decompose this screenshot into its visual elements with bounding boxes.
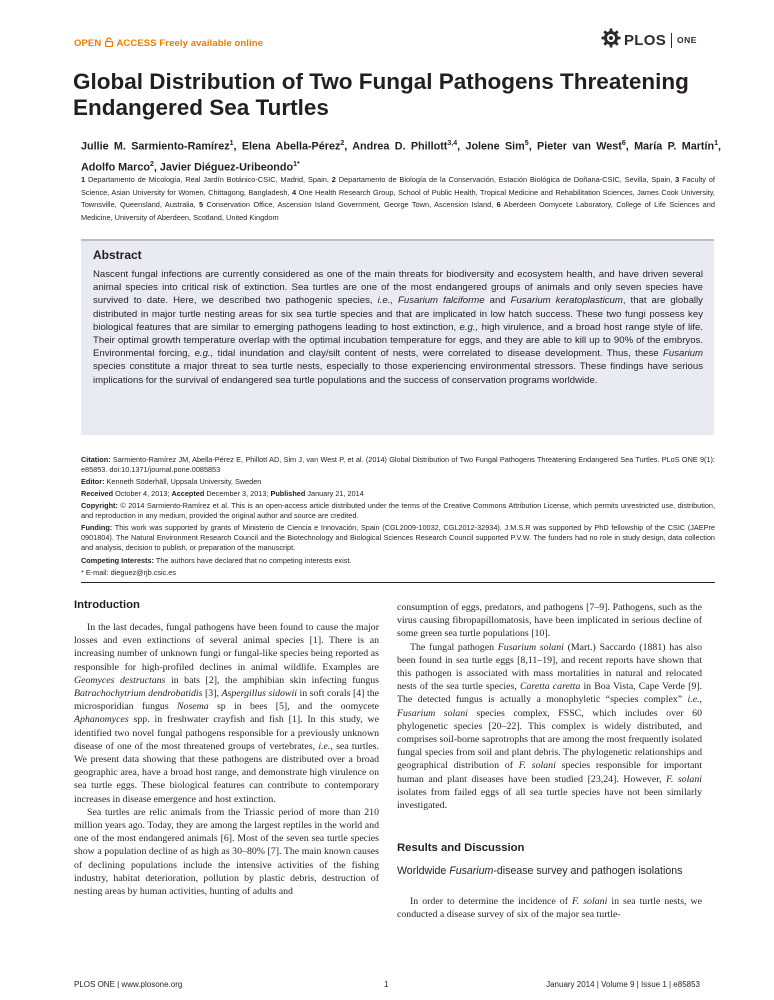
plos-one-logo [601, 28, 697, 52]
affiliation-text: One Health Research Group, School of Public Health, Tropical Medicine and Rehabilitation Sciences, James Cook University, Townsville, Queensland, Australia, [81, 187, 715, 209]
affiliation-text: Faculty of Science, Asian University for Women, Chittagong, Bangladesh, [81, 175, 715, 197]
author-list: Jullie M. Sarmiento-Ramírez$^1$, Elena Abella-Pérez$^2$, Andrea D. Phillott$^{3,4}$, Jolene Sim$^5$, Pieter van West$^6$, María P. Martín$^1$, Adolfo Marco$^2$, Javier Diéguez-Uribeondo$^{1*}$ [81, 140, 721, 174]
dates-line: Received October 4, 2013; Accepted December 3, 2013; Published January 21, 2014 [81, 489, 364, 498]
plos-gear-icon [601, 28, 621, 53]
open-access-text: ACCESS Freely available online [116, 38, 264, 49]
open-access-lock-icon [105, 37, 113, 50]
author-name[interactable]: Elena Abella-Pérez [241, 140, 341, 153]
author-affil-sup: 3,4 [447, 140, 458, 147]
author-affil-sup: 5 [524, 140, 529, 147]
affiliation-text: Aberdeen Oomycete Laboratory, College of Life Sciences and Medicine, University of Aberdeen, Scotland, United Kingdom [81, 200, 715, 222]
footer-issue-info: January 2014 | Volume 9 | Issue 1 | e85853 [546, 980, 700, 989]
author-name[interactable]: Pieter van West [537, 140, 622, 153]
open-access-word: OPEN [74, 38, 102, 49]
results-heading: Results and Discussion [397, 842, 525, 854]
affiliation-number: 5 [199, 200, 204, 209]
intro-left-column [74, 621, 379, 898]
section-divider [81, 582, 715, 583]
author-affil-sup: 1 [229, 140, 234, 147]
author-name[interactable]: Adolfo Marco [81, 161, 150, 174]
intro-paragraph-1: In the last decades, fungal pathogens have been found to cause the major losses and even extinctions of several animal species [1]. There is an increasing number of unknown fungi or fungal-like species being reported as responsible for high-profiled declines in animal wildlife. Examples are Geomyces destructans in bats [2], the amphibian skin infecting fungus Batrachochytrium dendrobatidis [3], Aspergillus sidowii in soft corals [4] the microsporidian fungus Nosema sp in bees [5], and the oomycete Aphanomyces spp. in freshwater crayfish and fish [1]. In this study, we identified two novel fungal pathogens responsible for a previously unknown disease of one of the most threatened groups of vertebrates, i.e., sea turtles. We present data showing that these pathogens are distributed over a broad geographic area, have a broad host range, and demonstrate high virulence on sea turtle eggs. These biological features can contribute to contemporary increases in disease emergence and host extinction. [74, 622, 380, 805]
affiliations [81, 174, 715, 224]
plos-logo-word: PLOS [624, 31, 667, 49]
footer-page-number: 1 [384, 980, 389, 989]
introduction-heading: Introduction [74, 599, 140, 611]
author-name[interactable]: María P. Martín [634, 140, 715, 153]
affiliation-number: 1 [81, 175, 86, 184]
author-affil-sup: 6 [621, 140, 626, 147]
article-title: Global Distribution of Two Fungal Pathogens Threatening Endangered Sea Turtles [73, 69, 689, 120]
editor-line: Editor: Kenneth Söderhäll, Uppsala University, Sweden [81, 477, 262, 486]
footer-journal[interactable]: PLOS ONE | www.plosone.org [74, 980, 183, 989]
author-affil-sup: 2 [340, 140, 345, 147]
citation-block: Citation: Sarmiento-Ramírez JM, Abella-Pérez E, Phillott AD, Sim J, van West P, et al. (2014) Global Distribution of Two Fungal Pathogens Threatening Endangered Sea Turtles. PLoS ONE 9(1): e85853. doi:10.1371/journal.pone.0085853 [81, 455, 715, 474]
abstract-heading: Abstract [93, 248, 142, 262]
author-name[interactable]: Jullie M. Sarmiento-Ramírez [81, 140, 230, 153]
affiliation-number: 2 [331, 175, 336, 184]
competing-interests-line: Competing Interests: The authors have declared that no competing interests exist. [81, 556, 352, 565]
author-name[interactable]: Jolene Sim [465, 140, 525, 153]
affiliation-text: Conservation Office, Ascension Island Government, George Town, Ascension Island, [206, 200, 494, 209]
open-access-banner [74, 37, 263, 50]
affiliation-number: 4 [292, 187, 297, 197]
affiliation-number: 3 [675, 175, 680, 184]
email-line[interactable]: * E-mail: dieguez@rjb.csic.es [81, 568, 177, 577]
intro-paragraph-2: Sea turtles are relic animals from the Triassic period of more than 210 million years ago. Today, they are among the largest reptiles in the world and one of the most endangered animals [6]. Most of the seven sea turtle species show a population decline of as high as 30–80% [7]. The main known causes of declining populations include the intensive activities of the fishing industry, habitat deterioration, pollution by plastic debris, destruction of nesting areas by human activities, hunting of adults and [74, 806, 379, 898]
intro-paragraph-4: The fungal pathogen Fusarium solani (Mart.) Saccardo (1881) has also been found in sea turtle eggs [8,11–19], and recent reports have shown that this pathogen is associated with mass mortalities in natural and relocated nests of the sea turtle species, Caretta caretta in Boa Vista, Cape Verde [9]. The detected fungus is actually a monophyletic “species complex” i.e., Fusarium solani species complex, FSSC, which includes over 60 phylogenetic species [20–22]. This complex is widely distributed, and comprises soil-borne saprotrophs that are among the most frequently isolated fungal species from soil and plant debris. The phylogenetic relationships and geographical distribution of F. solani species responsible for important human and plant diseases have been studied [23,24]. However, F. solani isolates from failed eggs of all sea turtle species have not been similarly investigated. [397, 641, 703, 812]
author-name[interactable]: Andrea D. Phillott [352, 140, 448, 153]
affiliation-text: Departamento de Biología de la Conservación, Estación Biológica de Doñana-CSIC, Sevilla, Spain, [338, 175, 673, 184]
intro-paragraph-3: consumption of eggs, predators, and pathogens [7–9]. Pathogens, such as the virus causing fibropapillomatosis, have been implicated in serious decline of some green sea turtle populations [10]. [397, 602, 702, 640]
author-affil-sup: 1* [293, 160, 300, 168]
copyright-block: Copyright: © 2014 Sarmiento-Ramírez et al. This is an open-access article distributed under the terms of the Creative Commons Attribution License, which permits unrestricted use, distribution, and reproduction in any medium, provided the original author and source are credited. [81, 501, 715, 520]
author-affil-sup: 1 [714, 140, 718, 147]
funding-block: Funding: This work was supported by grants of Ministerio de Ciencia e Innovación, Spain (CGL2009-10032, CGL2012-32934). J.M.S.R was supported by PhD fellowship of the CSIC (JAEPre 0901804). The Natural Environment Research Council and the Biotechnology and Biological Sciences Research Council supported P.V.W. The funders had no role in study design, data collection and analysis, decision to publish, or preparation of the manuscript. [81, 523, 715, 552]
affiliation-text: Departamento de Micología, Real Jardín Botánico-CSIC, Madrid, Spain, [87, 175, 329, 184]
plos-logo-divider [671, 33, 672, 48]
abstract-box [81, 239, 714, 435]
plos-logo-suffix: ONE [677, 35, 697, 45]
intro-right-column [397, 601, 702, 812]
abstract-text: Nascent fungal infections are currently considered as one of the main threats for biodiversity and ecosystem health, and have driven several animal species into critical risk of extinction. Sea turtles are one of the most endangered groups of animals and only seven species have survived to date. Here, we described two pathogenic species, i.e., Fusarium falciforme and Fusarium keratoplasticum, that are globally distributed in major turtle nesting areas for six sea turtle species and that are implicated in low hatch success. These two fungi possess key biological features that are similar to emerging pathogens leading to host extinction, e.g., high virulence, and a broad host range style of life. Their optimal growth temperature overlap with the optimal incubation temperature for eggs, and they are able to kill up to 90% of the embryos. Environmental forcing, e.g., tidal inundation and clay/silt content of nests, were correlated to disease development. Thus, these Fusarium species constitute a major threat to sea turtle nests, especially to those experiencing environmental stressors. These findings have serious implications for the survival of endangered sea turtle populations and the success of conservation programs worldwide. [93, 269, 704, 386]
author-name[interactable]: Javier Diéguez-Uribeondo [159, 161, 294, 174]
results-subheading: Worldwide Fusarium-disease survey and pathogen isolations [397, 865, 683, 877]
author-affil-sup: 2 [149, 160, 154, 168]
results-paragraph: In order to determine the incidence of F. solani in sea turtle nests, we conducted a disease survey of six of the major sea turtle- [397, 896, 702, 921]
affiliation-number: 6 [496, 200, 501, 209]
